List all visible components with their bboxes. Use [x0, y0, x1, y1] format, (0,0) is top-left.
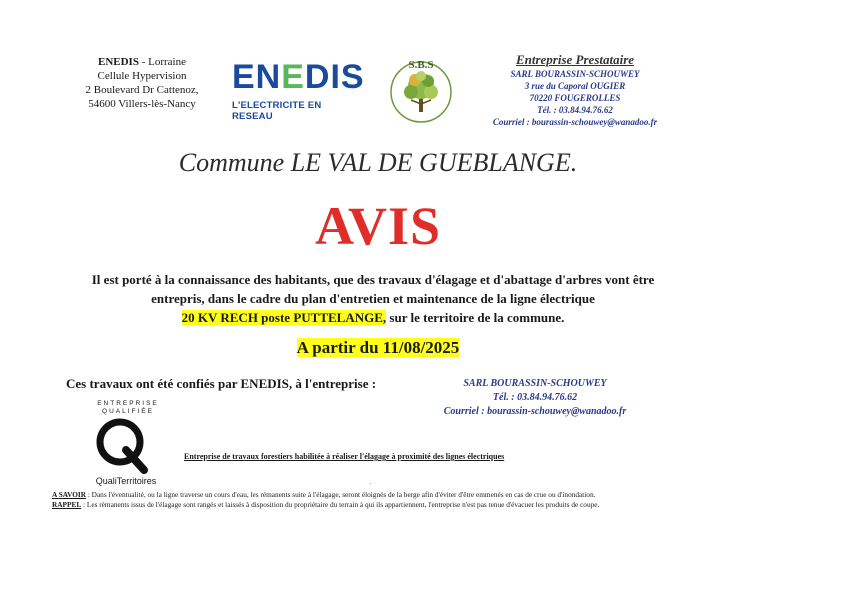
qualification-caption: ENTREPRISE QUALIFIÉE: [97, 400, 159, 415]
prestataire-street: 3 rue du Caporal OUGIER: [524, 81, 626, 91]
org-department: Cellule Hypervision: [97, 70, 187, 82]
notice-line-1: Il est porté à la connaissance des habitants, que des travaux d'élagage et d'abattage d'arbres vont être: [91, 272, 655, 287]
start-date: A partir du 11/08/2025: [296, 338, 460, 357]
page-dot: .: [370, 480, 372, 486]
contractor-phone: Tél. : 03.84.94.76.62: [492, 392, 578, 403]
enedis-logo: [228, 58, 365, 122]
q-icon: [92, 414, 152, 474]
notice-paragraph: [48, 270, 698, 327]
note-savoir: A SAVOIR : Dans l'éventualité, ou la ligne traverse un cours d'eau, les rémanents suite à l'élagage, seront éloignés de la berge afin d'éviter d'être emmenés en cas de crue ou d'inondation.: [52, 490, 596, 499]
sbs-logo-text: S.B.S: [408, 59, 434, 71]
qualiterritoires-logo: [92, 414, 152, 474]
org-name: ENEDIS: [98, 56, 139, 68]
enedis-tagline: L'ELECTRICITE EN RESEAU: [232, 100, 322, 122]
enedis-address-block: [58, 55, 226, 111]
contractor-name: SARL BOURASSIN-SCHOUWEY: [463, 378, 607, 389]
prestataire-block: [470, 52, 680, 128]
qualiterritoires-label: QualiTerritoires: [95, 476, 157, 486]
prestataire-city: 70220 FOUGEROLLES: [529, 93, 621, 103]
contractor-block: [430, 377, 640, 419]
prestataire-email: Courriel : bourassin-schouwey@wanadoo.fr: [492, 117, 658, 127]
contractor-email: Courriel : bourassin-schouwey@wanadoo.fr: [443, 406, 627, 417]
org-street: 2 Boulevard Dr Cattenoz,: [85, 84, 199, 96]
prestataire-title: Entreprise Prestataire: [515, 52, 635, 67]
sbs-tree-icon: [385, 54, 457, 126]
prestataire-phone: Tél. : 03.84.94.76.62: [537, 105, 613, 115]
sbs-logo: [385, 54, 457, 126]
notice-line-3-rest: sur le territoire de la commune.: [386, 310, 565, 325]
org-region: - Lorraine: [138, 56, 186, 68]
org-city: 54600 Villers-lès-Nancy: [88, 98, 196, 110]
prestataire-name: SARL BOURASSIN-SCHOUWEY: [510, 69, 640, 79]
avis-heading: AVIS: [314, 196, 442, 256]
commune-title: Commune LE VAL DE GUEBLANGE.: [178, 148, 578, 177]
footnotes: [52, 490, 752, 510]
notice-line-2: entrepris, dans le cadre du plan d'entretien et maintenance de la ligne électrique: [151, 291, 595, 306]
enedis-wordmark: ENEDIS: [232, 58, 365, 96]
note-rappel: RAPPEL : Les rémanents issus de l'élagage sont rangés et laissés à disposition du propriétaire du terrain à qui ils appartiennent, l'entreprise n'est pas tenue d'évacuer les produits de coupe.: [52, 500, 600, 509]
line-name-highlight: 20 KV RECH poste PUTTELANGE,: [181, 310, 387, 325]
habilitation-text: Entreprise de travaux forestiers habilitée à réaliser l'élagage à proximité des lignes électriques: [184, 452, 505, 461]
notice-line-3: [48, 308, 698, 327]
entrusted-text: Ces travaux ont été confiés par ENEDIS, à l'entreprise :: [66, 376, 377, 391]
